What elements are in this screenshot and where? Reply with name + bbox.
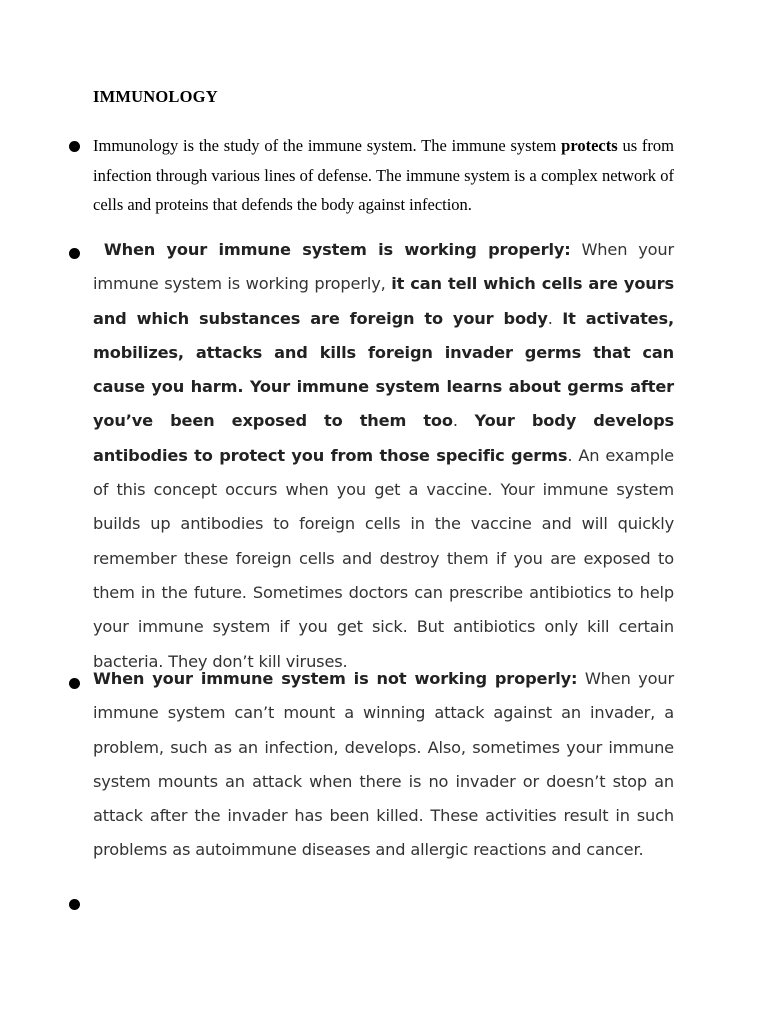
paragraph-text: When your immune system can’t mount a winning attack against an invader, a problem, such as an infection, develops. Also, sometimes your immune system mounts an attack when there is no invader or doesn’t stop an attack after the invader has been killed. These activities result in such problems as autoimmune diseases and allergic reactions and cancer.	[93, 669, 674, 860]
page-title: IMMUNOLOGY	[93, 87, 218, 106]
bullet-icon	[69, 678, 80, 689]
paragraph-not-working-properly	[93, 662, 674, 868]
emphasis-text: Your body develops antibodies to protect you from those specific germs	[93, 411, 674, 465]
bullet-icon	[69, 141, 80, 152]
paragraph-text: . An example of this concept occurs when you get a vaccine. Your immune system builds up antibodies to foreign cells in the vaccine and will quickly remember these foreign cells and destroy them if you are exposed to them in the future. Sometimes doctors can prescribe antibiotics to help your immune system if you get sick. But antibiotics only kill certain bacteria. They don’t kill viruses.	[93, 445, 674, 671]
emphasis-text: protects	[561, 136, 618, 155]
paragraph-text: .	[547, 308, 563, 328]
paragraph-text: When your immune system is working properly,	[93, 240, 674, 294]
paragraph-text: us from infection through various lines of defense. The immune system is a complex network of cells and proteins that defends the body against infection.	[93, 136, 674, 214]
paragraph-text: Immunology is the study of the immune system. The immune system	[93, 136, 562, 155]
emphasis-text: it can tell which cells are yours and which substances are foreign to your body	[93, 274, 674, 328]
section-heading: When your immune system is not working properly:	[93, 669, 578, 688]
section-heading: When your immune system is working properly:	[103, 240, 571, 259]
empty-bullet-icon	[69, 899, 80, 910]
paragraph-immunology-definition	[93, 131, 674, 220]
emphasis-text: It activates, mobilizes, attacks and kills foreign invader germs that can cause you harm. Your immune system learns about germs after you’ve been exposed to them too	[93, 308, 674, 431]
paragraph-text: .	[452, 411, 475, 431]
paragraph-working-properly	[93, 233, 674, 679]
bullet-icon	[69, 248, 80, 259]
